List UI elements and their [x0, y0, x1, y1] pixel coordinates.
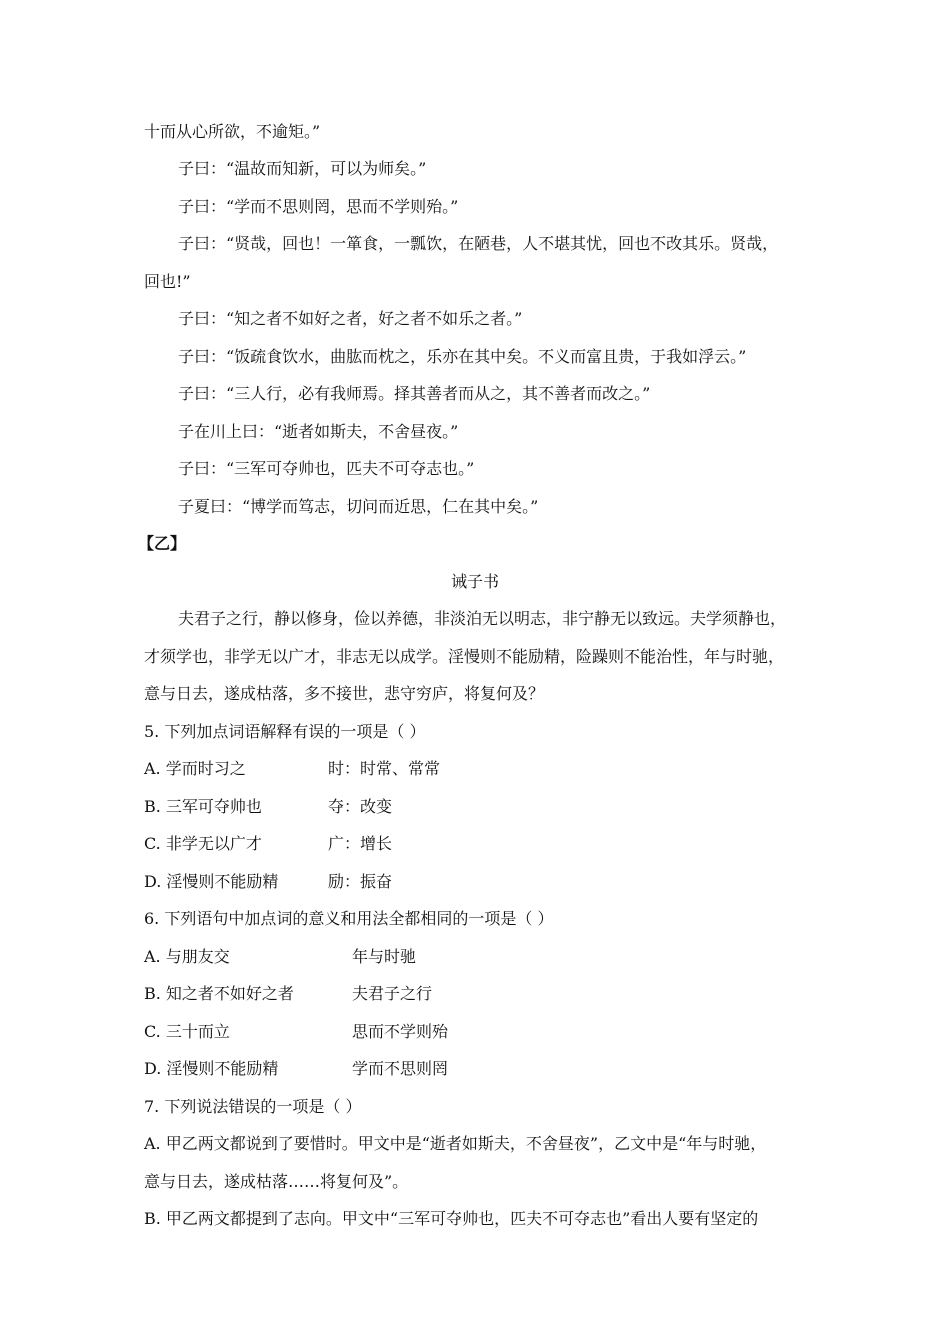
passage-line: 才须学也，非学无以广才，非志无以成学。淫慢则不能励精，险躁则不能治性，年与时驰， [144, 647, 785, 666]
passage-line: 子曰：“知之者不如好之者，好之者不如乐之者。” [178, 309, 523, 328]
option-gloss: 夺：改变 [328, 797, 393, 816]
option-compare: 年与时驰 [352, 947, 417, 966]
option-line: A. 甲乙两文都说到了要惜时。甲文中是“逝者如斯夫，不舍昼夜”，乙文中是“年与时驰， [144, 1134, 767, 1153]
passage-line: 子曰：“学而不思则罔，思而不学则殆。” [178, 197, 459, 216]
option-row [144, 872, 393, 892]
passage-line: 子曰：“贤哉，回也！一箪食，一瓢饮，在陋巷，人不堪其忧，回也不改其乐。贤哉， [178, 234, 779, 253]
option-row [144, 759, 441, 779]
section-title: 诫子书 [450, 572, 499, 591]
option-gloss: 励：振奋 [328, 872, 393, 891]
option-row [144, 947, 417, 967]
passage-line: 子曰：“三人行，必有我师焉。择其善者而从之，其不善者而改之。” [178, 384, 651, 403]
option-compare: 学而不思则罔 [352, 1059, 449, 1078]
passage-line: 子曰：“温故而知新，可以为师矣。” [178, 159, 427, 178]
passage-line: 夫君子之行，静以修身，俭以养德，非淡泊无以明志，非宁静无以致远。夫学须静也， [178, 609, 787, 628]
option-gloss: 广：增长 [328, 834, 393, 853]
option-text: B. 三军可夺帅也 [144, 797, 262, 816]
passage-line: 子曰：“饭疏食饮水，曲肱而枕之，乐亦在其中矣。不义而富且贵，于我如浮云。” [178, 347, 747, 366]
question-stem: 5. 下列加点词语解释有误的一项是（ ） [144, 722, 426, 741]
option-compare: 思而不学则殆 [352, 1022, 449, 1041]
option-text: C. 非学无以广才 [144, 834, 262, 853]
question-stem: 6. 下列语句中加点词的意义和用法全都相同的一项是（ ） [144, 909, 554, 928]
option-text: A. 学而时习之 [144, 759, 246, 778]
question-stem: 7. 下列说法错误的一项是（ ） [144, 1097, 362, 1116]
option-row [144, 1022, 449, 1042]
option-text: A. 与朋友交 [144, 947, 230, 966]
option-text: D. 淫慢则不能励精 [144, 1059, 279, 1078]
option-compare: 夫君子之行 [352, 984, 433, 1003]
option-row [144, 1059, 449, 1079]
option-gloss: 时：时常、常常 [328, 759, 441, 778]
option-row [144, 834, 393, 854]
passage-line: 回也!” [144, 272, 191, 291]
option-row [144, 797, 393, 817]
option-line: B. 甲乙两文都提到了志向。甲文中“三军可夺帅也，匹夫不可夺志也”看出人要有坚定的 [144, 1209, 759, 1228]
passage-line: 子夏曰：“博学而笃志，切问而近思，仁在其中矣。” [178, 497, 539, 516]
option-text: D. 淫慢则不能励精 [144, 872, 279, 891]
option-line: 意与日去，遂成枯落……将复何及”。 [144, 1172, 409, 1191]
section-label: 【乙】 [138, 534, 187, 553]
passage-line: 子曰：“三军可夺帅也，匹夫不可夺志也。” [178, 459, 475, 478]
option-text: B. 知之者不如好之者 [144, 984, 294, 1003]
passage-line: 子在川上曰：“逝者如斯夫，不舍昼夜。” [178, 422, 459, 441]
option-row [144, 984, 433, 1004]
option-text: C. 三十而立 [144, 1022, 230, 1041]
passage-line: 十而从心所欲，不逾矩。” [144, 122, 321, 141]
passage-line: 意与日去，遂成枯落，多不接世，悲守穷庐，将复何及？ [144, 684, 545, 703]
